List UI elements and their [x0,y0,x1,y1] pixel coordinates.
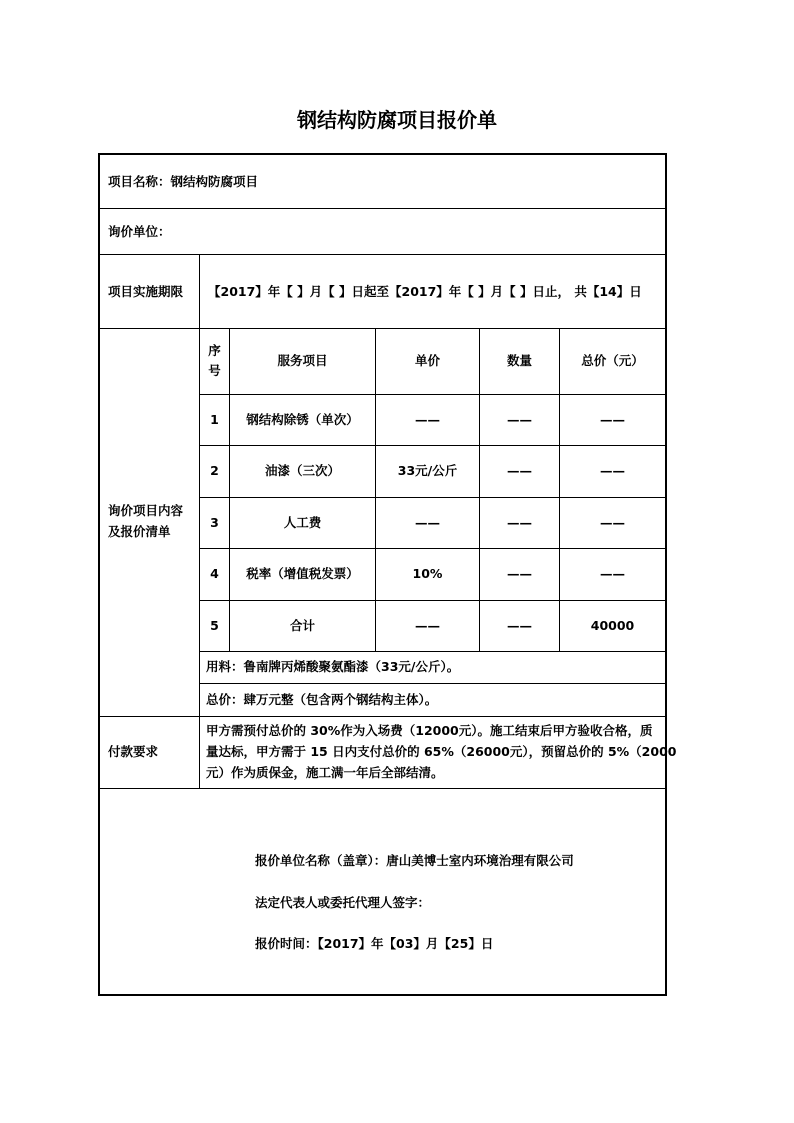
row-quantity: —— [507,566,532,581]
row-item: 人工费 [283,515,322,530]
row-seq: 1 [210,412,219,427]
inquiry-unit-label: 询价单位： [108,224,171,239]
quote-date: 报价时间：【2017】年【03】月【25】日 [255,936,494,951]
row-item: 税率（增值税发票） [246,566,359,581]
divider [200,683,665,684]
row-unit-price: 33元/公斤 [397,463,458,478]
divider [200,600,665,601]
row-item: 油漆（三次） [264,463,340,478]
header-unit-price: 单价 [414,353,440,368]
divider [100,254,665,255]
payment-text-line3: 元）作为质保金，施工满一年后全部结清。 [206,765,444,780]
period-label: 项目实施期限 [108,284,184,299]
materials-note: 用料：鲁南牌丙烯酸聚氨酯漆（33元/公斤）。 [206,659,460,674]
row-total: —— [600,515,625,530]
payment-text-line2: 量达标，甲方需于 15 日内支付总价的 65%（26000元），预留总价的 5%（2000 [206,744,677,759]
divider [100,328,665,329]
header-seq-line2: 号 [208,363,221,378]
row-item: 合计 [289,618,315,633]
row-total: —— [600,463,625,478]
quote-label-line1: 询价项目内容 [108,503,184,518]
divider [479,328,480,651]
quote-label-line2: 及报价清单 [108,524,171,539]
row-seq: 4 [210,566,219,581]
row-quantity: —— [507,618,532,633]
page-title: 钢结构防腐项目报价单 [297,108,497,132]
payment-text-line1: 甲方需预付总价的 30%作为入场费（12000元）。施工结束后甲方验收合格，质 [206,723,653,738]
project-name: 项目名称：钢结构防腐项目 [108,174,259,189]
divider [200,445,665,446]
header-seq-line1: 序 [208,343,221,358]
representative-signature: 法定代表人或委托代理人签字： [255,895,431,910]
divider [200,497,665,498]
row-unit-price: —— [415,412,440,427]
period-value: 【2017】年【 】月【 】日起至【2017】年【 】月【 】日止， 共【14】日 [208,284,642,299]
divider [375,328,376,651]
divider [200,651,665,652]
row-total: —— [600,566,625,581]
row-total: 40000 [590,618,635,633]
quotation-form [98,153,677,996]
divider [100,788,665,789]
divider [200,394,665,395]
header-quantity: 数量 [506,353,532,368]
row-seq: 2 [210,463,219,478]
payment-label: 付款要求 [108,744,159,759]
row-quantity: —— [507,515,532,530]
quoting-company: 报价单位名称（盖章）：唐山美博士室内环境治理有限公司 [255,853,574,868]
divider [100,716,665,717]
divider [229,328,230,651]
header-total: 总价（元） [581,353,644,368]
row-unit-price: —— [415,618,440,633]
divider [200,548,665,549]
row-item: 钢结构除锈（单次） [246,412,359,427]
row-quantity: —— [507,412,532,427]
header-item: 服务项目 [277,353,328,368]
row-seq: 5 [210,618,219,633]
divider [559,328,560,651]
row-quantity: —— [507,463,532,478]
row-unit-price: 10% [412,566,443,581]
row-total: —— [600,412,625,427]
total-price-note: 总价：肆万元整（包含两个钢结构主体）。 [206,692,438,707]
row-seq: 3 [210,515,219,530]
divider [100,208,665,209]
row-unit-price: —— [415,515,440,530]
